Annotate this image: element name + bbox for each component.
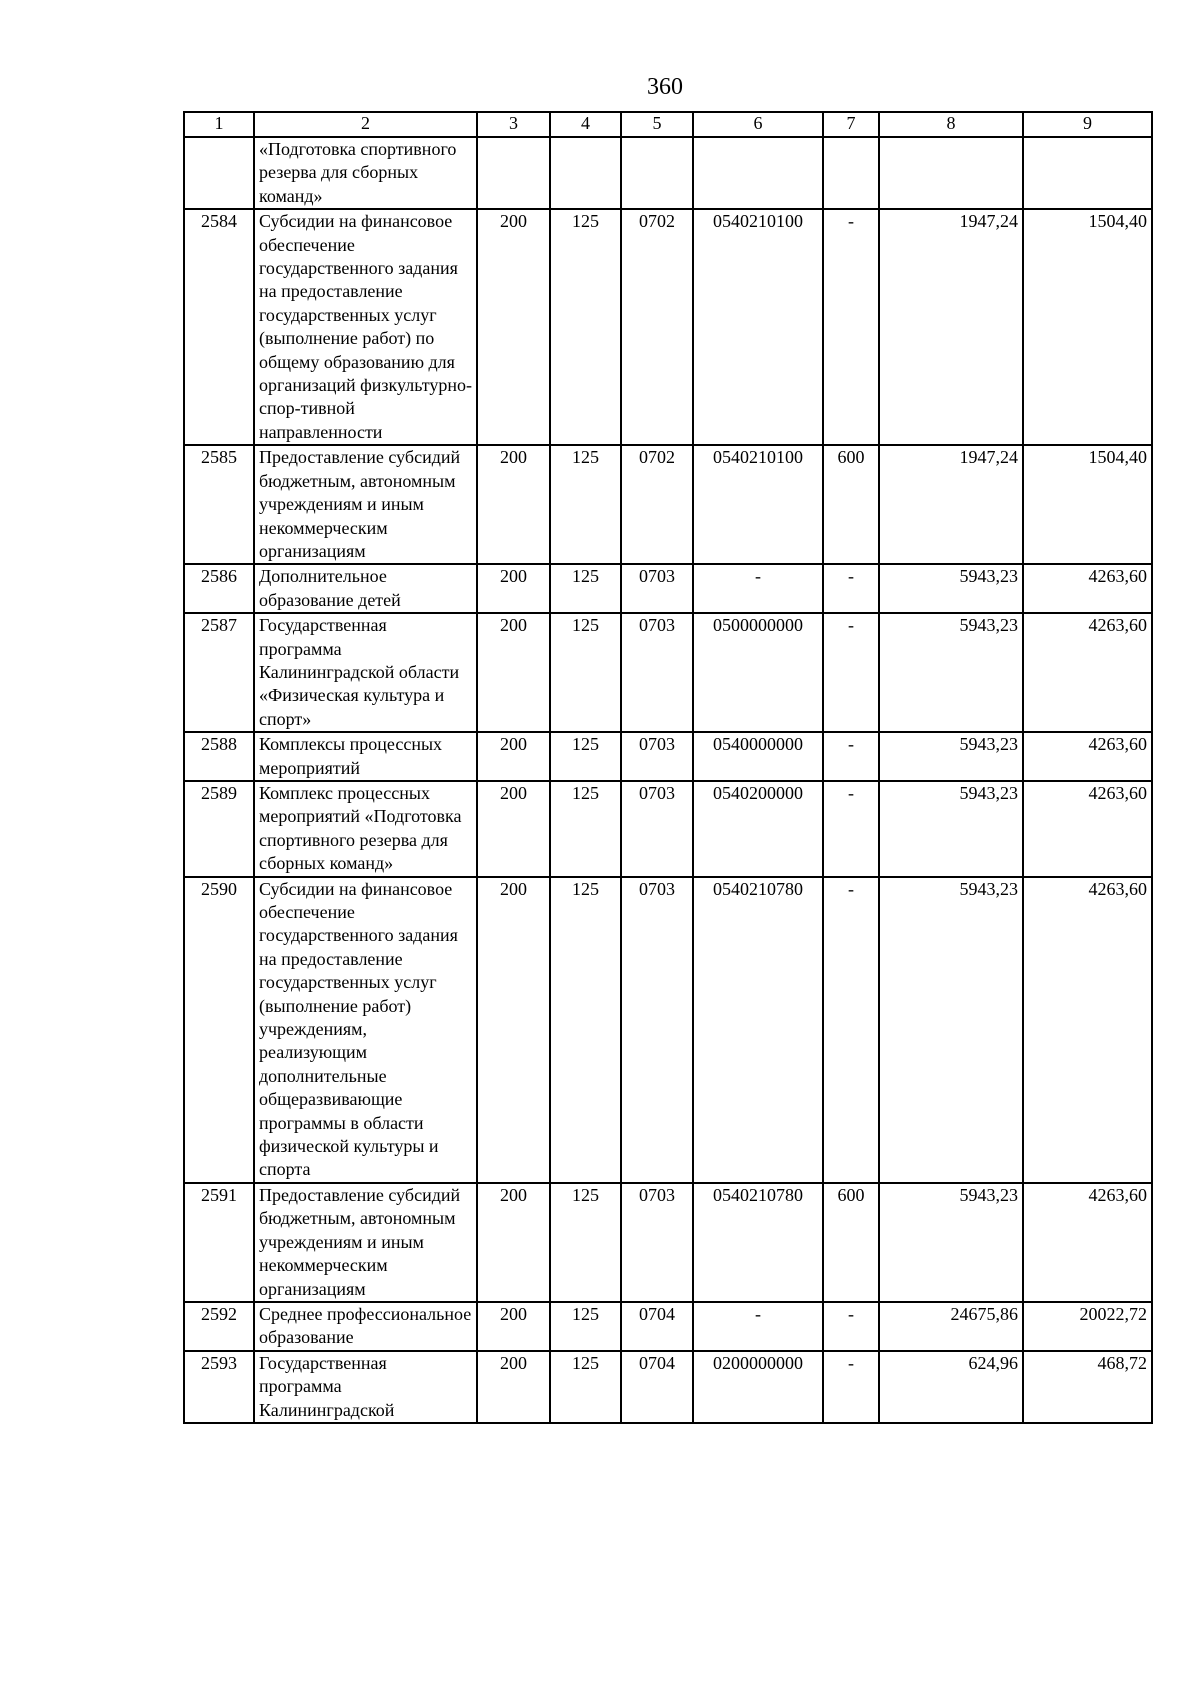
cell-col-4: 125	[550, 1351, 621, 1423]
cell-col-2: Среднее профессиональное образование	[254, 1302, 477, 1351]
cell-col-3: 200	[477, 1302, 550, 1351]
table-row	[184, 445, 1152, 564]
cell-col-2: Государственная программа Калининградской	[254, 1351, 477, 1423]
cell-col-5: 0703	[621, 781, 693, 877]
cell-col-8: 1947,24	[879, 445, 1023, 564]
cell-col-8: 5943,23	[879, 781, 1023, 877]
cell-col-5: 0704	[621, 1302, 693, 1351]
cell-col-2: Дополнительное образование детей	[254, 564, 477, 613]
cell-col-7: -	[823, 877, 879, 1183]
table-row	[184, 1302, 1152, 1351]
cell-col-3: 200	[477, 613, 550, 732]
cell-col-9	[1023, 137, 1152, 209]
cell-col-6	[693, 137, 823, 209]
cell-col-1: 2585	[184, 445, 254, 564]
cell-col-9: 1504,40	[1023, 445, 1152, 564]
column-header-5: 5	[621, 112, 693, 137]
cell-col-6: 0540210100	[693, 209, 823, 445]
cell-col-4: 125	[550, 877, 621, 1183]
column-header-8: 8	[879, 112, 1023, 137]
cell-col-5	[621, 137, 693, 209]
cell-col-2: Комплексы процессных мероприятий	[254, 732, 477, 781]
cell-col-1: 2590	[184, 877, 254, 1183]
cell-col-5: 0703	[621, 613, 693, 732]
cell-col-2: Субсидии на финансовое обеспечение государственного задания на предоставление государственных услуг (выполнение работ) учреждениям, реализующим дополнительные общеразвивающие программы в области физической культуры и спорта	[254, 877, 477, 1183]
cell-col-3: 200	[477, 564, 550, 613]
cell-col-2: Комплекс процессных мероприятий «Подготовка спортивного резерва для сборных команд»	[254, 781, 477, 877]
cell-col-1: 2587	[184, 613, 254, 732]
cell-col-2: Государственная программа Калининградской области «Физическая культура и спорт»	[254, 613, 477, 732]
cell-col-8: 1947,24	[879, 209, 1023, 445]
cell-col-1: 2593	[184, 1351, 254, 1423]
cell-col-2: Предоставление субсидий бюджетным, автономным учреждениям и иным некоммерческим организациям	[254, 445, 477, 564]
cell-col-7: -	[823, 732, 879, 781]
table-body	[184, 137, 1152, 1423]
cell-col-9: 20022,72	[1023, 1302, 1152, 1351]
cell-col-4: 125	[550, 732, 621, 781]
cell-col-1: 2592	[184, 1302, 254, 1351]
cell-col-8: 5943,23	[879, 877, 1023, 1183]
cell-col-6: 0540210780	[693, 1183, 823, 1302]
header-row	[184, 112, 1152, 137]
cell-col-7: -	[823, 564, 879, 613]
cell-col-6: 0540200000	[693, 781, 823, 877]
cell-col-6: 0540210780	[693, 877, 823, 1183]
cell-col-8	[879, 137, 1023, 209]
cell-col-8: 5943,23	[879, 1183, 1023, 1302]
cell-col-4: 125	[550, 209, 621, 445]
cell-col-4: 125	[550, 1183, 621, 1302]
cell-col-9: 1504,40	[1023, 209, 1152, 445]
cell-col-1: 2584	[184, 209, 254, 445]
cell-col-1: 2589	[184, 781, 254, 877]
cell-col-7: -	[823, 613, 879, 732]
cell-col-9: 4263,60	[1023, 613, 1152, 732]
table-row	[184, 137, 1152, 209]
column-header-3: 3	[477, 112, 550, 137]
cell-col-1: 2586	[184, 564, 254, 613]
cell-col-6: 0540000000	[693, 732, 823, 781]
cell-col-5: 0703	[621, 732, 693, 781]
cell-col-3: 200	[477, 732, 550, 781]
table-row	[184, 564, 1152, 613]
cell-col-3: 200	[477, 445, 550, 564]
cell-col-4: 125	[550, 445, 621, 564]
cell-col-8: 24675,86	[879, 1302, 1023, 1351]
cell-col-3: 200	[477, 209, 550, 445]
cell-col-3: 200	[477, 781, 550, 877]
column-header-4: 4	[550, 112, 621, 137]
cell-col-4	[550, 137, 621, 209]
cell-col-5: 0702	[621, 445, 693, 564]
cell-col-8: 5943,23	[879, 613, 1023, 732]
cell-col-5: 0703	[621, 564, 693, 613]
cell-col-8: 5943,23	[879, 564, 1023, 613]
cell-col-4: 125	[550, 564, 621, 613]
table-row	[184, 732, 1152, 781]
cell-col-9: 4263,60	[1023, 781, 1152, 877]
cell-col-1: 2591	[184, 1183, 254, 1302]
cell-col-7: 600	[823, 445, 879, 564]
column-header-1: 1	[184, 112, 254, 137]
cell-col-4: 125	[550, 1302, 621, 1351]
cell-col-4: 125	[550, 781, 621, 877]
cell-col-6: 0500000000	[693, 613, 823, 732]
cell-col-5: 0703	[621, 1183, 693, 1302]
cell-col-9: 4263,60	[1023, 1183, 1152, 1302]
cell-col-3: 200	[477, 877, 550, 1183]
table-row	[184, 209, 1152, 445]
cell-col-7: -	[823, 781, 879, 877]
cell-col-9: 4263,60	[1023, 877, 1152, 1183]
cell-col-2: Предоставление субсидий бюджетным, автономным учреждениям и иным некоммерческим организациям	[254, 1183, 477, 1302]
budget-table	[183, 111, 1153, 1424]
cell-col-9: 4263,60	[1023, 732, 1152, 781]
cell-col-7: -	[823, 1351, 879, 1423]
cell-col-1: 2588	[184, 732, 254, 781]
cell-col-6: 0540210100	[693, 445, 823, 564]
cell-col-6: -	[693, 1302, 823, 1351]
table-row	[184, 877, 1152, 1183]
cell-col-5: 0702	[621, 209, 693, 445]
column-header-7: 7	[823, 112, 879, 137]
table-row	[184, 1351, 1152, 1423]
cell-col-5: 0703	[621, 877, 693, 1183]
cell-col-1	[184, 137, 254, 209]
cell-col-7: -	[823, 209, 879, 445]
table-row	[184, 781, 1152, 877]
cell-col-3: 200	[477, 1351, 550, 1423]
table-row	[184, 1183, 1152, 1302]
cell-col-2: «Подготовка спортивного резерва для сборных команд»	[254, 137, 477, 209]
page-number: 360	[647, 74, 683, 100]
cell-col-3	[477, 137, 550, 209]
cell-col-3: 200	[477, 1183, 550, 1302]
cell-col-2: Субсидии на финансовое обеспечение государственного задания на предоставление государственных услуг (выполнение работ) по общему образованию для организаций физкультурно-спор-тивной направленности	[254, 209, 477, 445]
column-header-2: 2	[254, 112, 477, 137]
cell-col-9: 468,72	[1023, 1351, 1152, 1423]
column-header-6: 6	[693, 112, 823, 137]
column-header-9: 9	[1023, 112, 1152, 137]
cell-col-7: 600	[823, 1183, 879, 1302]
cell-col-8: 5943,23	[879, 732, 1023, 781]
cell-col-5: 0704	[621, 1351, 693, 1423]
cell-col-7	[823, 137, 879, 209]
cell-col-4: 125	[550, 613, 621, 732]
cell-col-6: 0200000000	[693, 1351, 823, 1423]
cell-col-8: 624,96	[879, 1351, 1023, 1423]
cell-col-9: 4263,60	[1023, 564, 1152, 613]
cell-col-7: -	[823, 1302, 879, 1351]
cell-col-6: -	[693, 564, 823, 613]
table-row	[184, 613, 1152, 732]
